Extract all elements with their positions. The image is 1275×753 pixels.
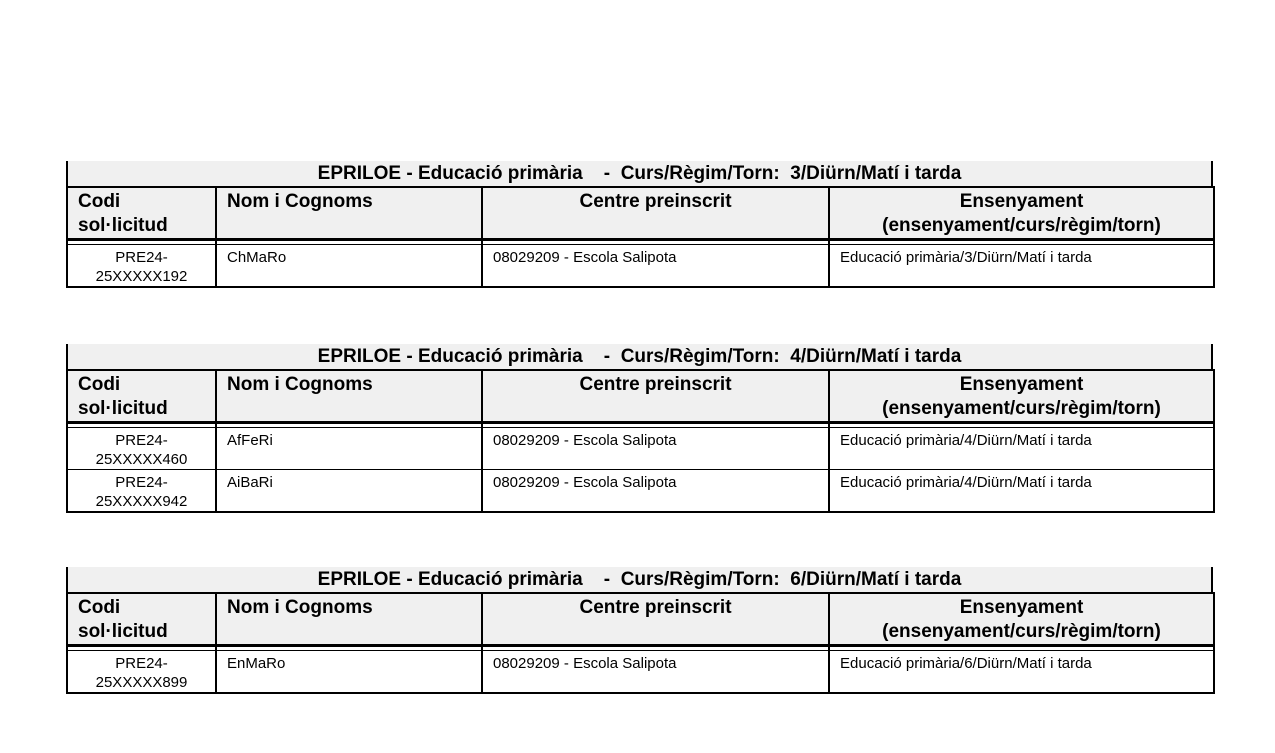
results-table bbox=[66, 592, 1215, 694]
table-row bbox=[67, 245, 1214, 288]
results-table bbox=[66, 186, 1215, 288]
cell-ensenyament: Educació primària/3/Diürn/Matí i tarda bbox=[829, 245, 1214, 288]
cell-centre: 08029209 - Escola Salipota bbox=[482, 651, 829, 694]
table-row bbox=[67, 428, 1214, 470]
table-row bbox=[67, 470, 1214, 513]
column-header-ensenyament: Ensenyament (ensenyament/curs/règim/torn) bbox=[829, 593, 1214, 646]
group-table-3 bbox=[66, 567, 1213, 694]
group-table-1 bbox=[66, 161, 1213, 288]
group-title: EPRILOE - Educació primària - Curs/Règim/Torn: 6/Diürn/Matí i tarda bbox=[66, 567, 1213, 592]
column-header-nom: Nom i Cognoms bbox=[216, 593, 482, 646]
column-header-ensenyament: Ensenyament (ensenyament/curs/règim/torn) bbox=[829, 187, 1214, 240]
column-header-codi: Codi sol·licitud bbox=[67, 370, 216, 423]
cell-codi: PRE24- 25XXXXX942 bbox=[67, 470, 216, 513]
cell-centre: 08029209 - Escola Salipota bbox=[482, 470, 829, 513]
column-header-ensenyament: Ensenyament (ensenyament/curs/règim/torn) bbox=[829, 370, 1214, 423]
header-row bbox=[67, 187, 1214, 240]
group-title: EPRILOE - Educació primària - Curs/Règim/Torn: 3/Diürn/Matí i tarda bbox=[66, 161, 1213, 186]
results-table bbox=[66, 369, 1215, 513]
column-header-codi: Codi sol·licitud bbox=[67, 593, 216, 646]
cell-nom: AiBaRi bbox=[216, 470, 482, 513]
column-header-codi: Codi sol·licitud bbox=[67, 187, 216, 240]
group-title: EPRILOE - Educació primària - Curs/Règim/Torn: 4/Diürn/Matí i tarda bbox=[66, 344, 1213, 369]
cell-codi: PRE24- 25XXXXX899 bbox=[67, 651, 216, 694]
column-header-nom: Nom i Cognoms bbox=[216, 370, 482, 423]
column-header-centre: Centre preinscrit bbox=[482, 187, 829, 240]
table-row bbox=[67, 651, 1214, 694]
cell-nom: ChMaRo bbox=[216, 245, 482, 288]
header-row bbox=[67, 370, 1214, 423]
column-header-nom: Nom i Cognoms bbox=[216, 187, 482, 240]
column-header-centre: Centre preinscrit bbox=[482, 370, 829, 423]
cell-centre: 08029209 - Escola Salipota bbox=[482, 428, 829, 470]
cell-nom: AfFeRi bbox=[216, 428, 482, 470]
cell-ensenyament: Educació primària/4/Diürn/Matí i tarda bbox=[829, 428, 1214, 470]
column-header-centre: Centre preinscrit bbox=[482, 593, 829, 646]
cell-codi: PRE24- 25XXXXX192 bbox=[67, 245, 216, 288]
cell-centre: 08029209 - Escola Salipota bbox=[482, 245, 829, 288]
cell-ensenyament: Educació primària/4/Diürn/Matí i tarda bbox=[829, 470, 1214, 513]
cell-codi: PRE24- 25XXXXX460 bbox=[67, 428, 216, 470]
header-row bbox=[67, 593, 1214, 646]
cell-nom: EnMaRo bbox=[216, 651, 482, 694]
group-table-2 bbox=[66, 344, 1213, 513]
cell-ensenyament: Educació primària/6/Diürn/Matí i tarda bbox=[829, 651, 1214, 694]
